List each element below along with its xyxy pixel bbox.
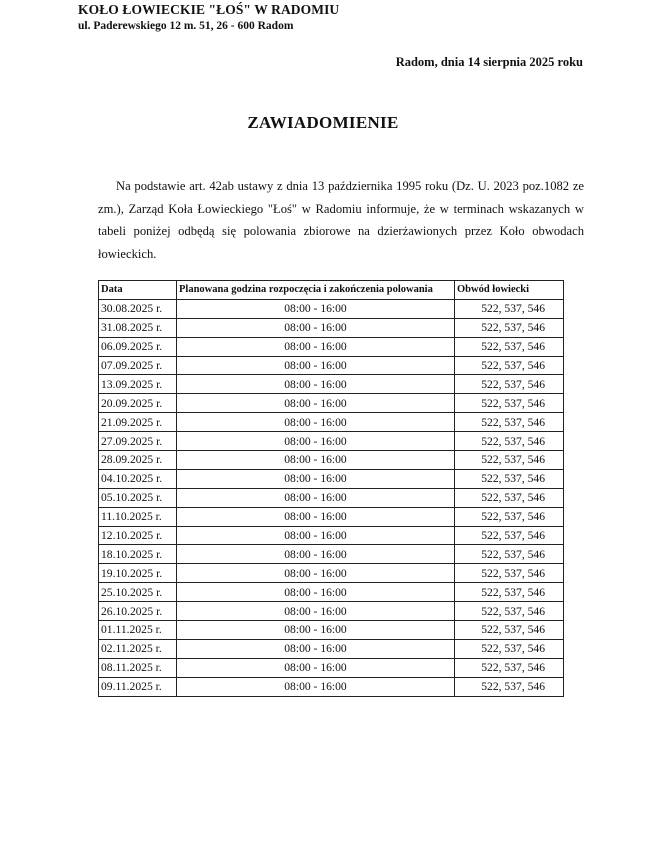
table-row — [99, 375, 564, 394]
cell-date: 01.11.2025 r. — [99, 621, 177, 640]
table-row — [99, 545, 564, 564]
cell-time: 08:00 - 16:00 — [177, 564, 455, 583]
cell-area: 522, 537, 546 — [455, 658, 564, 677]
cell-time: 08:00 - 16:00 — [177, 337, 455, 356]
table-row — [99, 318, 564, 337]
table-row — [99, 583, 564, 602]
cell-date: 04.10.2025 r. — [99, 469, 177, 488]
table-row — [99, 526, 564, 545]
cell-time: 08:00 - 16:00 — [177, 526, 455, 545]
table-header-row — [99, 281, 564, 300]
cell-area: 522, 537, 546 — [455, 394, 564, 413]
table-row — [99, 356, 564, 375]
cell-date: 13.09.2025 r. — [99, 375, 177, 394]
cell-area: 522, 537, 546 — [455, 413, 564, 432]
cell-date: 26.10.2025 r. — [99, 602, 177, 621]
cell-area: 522, 537, 546 — [455, 526, 564, 545]
cell-date: 07.09.2025 r. — [99, 356, 177, 375]
cell-date: 06.09.2025 r. — [99, 337, 177, 356]
cell-area: 522, 537, 546 — [455, 469, 564, 488]
cell-area: 522, 537, 546 — [455, 488, 564, 507]
table-row — [99, 658, 564, 677]
cell-area: 522, 537, 546 — [455, 375, 564, 394]
table-row — [99, 451, 564, 470]
cell-date: 19.10.2025 r. — [99, 564, 177, 583]
cell-time: 08:00 - 16:00 — [177, 583, 455, 602]
cell-date: 28.09.2025 r. — [99, 451, 177, 470]
cell-time: 08:00 - 16:00 — [177, 658, 455, 677]
cell-area: 522, 537, 546 — [455, 318, 564, 337]
column-header-date: Data — [99, 281, 177, 300]
cell-area: 522, 537, 546 — [455, 564, 564, 583]
cell-area: 522, 537, 546 — [455, 621, 564, 640]
cell-area: 522, 537, 546 — [455, 639, 564, 658]
cell-date: 20.09.2025 r. — [99, 394, 177, 413]
table-row — [99, 639, 564, 658]
notice-paragraph: Na podstawie art. 42ab ustawy z dnia 13 października 1995 roku (Dz. U. 2023 poz.1082 ze zm.), Zarząd Koła Łowieckiego "Łoś" w Radomiu informuje, że w terminach wskazanych w tabeli poniżej odbędą się polowania zbiorowe na dzierżawionych przez Koło obwodach łowieckich. — [98, 179, 584, 261]
table-row — [99, 507, 564, 526]
table-row — [99, 621, 564, 640]
table-row — [99, 488, 564, 507]
cell-time: 08:00 - 16:00 — [177, 602, 455, 621]
organization-name: KOŁO ŁOWIECKIE "ŁOŚ" W RADOMIU — [78, 2, 340, 17]
cell-time: 08:00 - 16:00 — [177, 413, 455, 432]
cell-area: 522, 537, 546 — [455, 545, 564, 564]
document-date: Radom, dnia 14 sierpnia 2025 roku — [395, 55, 583, 69]
cell-area: 522, 537, 546 — [455, 677, 564, 696]
cell-time: 08:00 - 16:00 — [177, 677, 455, 696]
cell-time: 08:00 - 16:00 — [177, 545, 455, 564]
cell-date: 05.10.2025 r. — [99, 488, 177, 507]
table-row — [99, 432, 564, 451]
cell-date: 25.10.2025 r. — [99, 583, 177, 602]
cell-date: 12.10.2025 r. — [99, 526, 177, 545]
cell-date: 08.11.2025 r. — [99, 658, 177, 677]
cell-time: 08:00 - 16:00 — [177, 432, 455, 451]
cell-time: 08:00 - 16:00 — [177, 356, 455, 375]
cell-time: 08:00 - 16:00 — [177, 299, 455, 318]
table-row — [99, 564, 564, 583]
cell-time: 08:00 - 16:00 — [177, 469, 455, 488]
cell-area: 522, 537, 546 — [455, 299, 564, 318]
table-row — [99, 469, 564, 488]
organization-address: ul. Paderewskiego 12 m. 51, 26 - 600 Radom — [78, 20, 294, 32]
cell-date: 27.09.2025 r. — [99, 432, 177, 451]
cell-time: 08:00 - 16:00 — [177, 507, 455, 526]
cell-date: 30.08.2025 r. — [99, 299, 177, 318]
cell-date: 31.08.2025 r. — [99, 318, 177, 337]
cell-area: 522, 537, 546 — [455, 356, 564, 375]
cell-date: 09.11.2025 r. — [99, 677, 177, 696]
cell-area: 522, 537, 546 — [455, 432, 564, 451]
cell-time: 08:00 - 16:00 — [177, 318, 455, 337]
table-row — [99, 677, 564, 696]
table-row — [99, 602, 564, 621]
column-header-time: Planowana godzina rozpoczęcia i zakończenia polowania — [177, 281, 455, 300]
cell-time: 08:00 - 16:00 — [177, 621, 455, 640]
cell-area: 522, 537, 546 — [455, 507, 564, 526]
cell-area: 522, 537, 546 — [455, 583, 564, 602]
cell-time: 08:00 - 16:00 — [177, 451, 455, 470]
cell-time: 08:00 - 16:00 — [177, 394, 455, 413]
table-row — [99, 413, 564, 432]
table-row — [99, 299, 564, 318]
hunting-schedule-table — [98, 280, 564, 697]
cell-date: 02.11.2025 r. — [99, 639, 177, 658]
table-row — [99, 394, 564, 413]
cell-date: 11.10.2025 r. — [99, 507, 177, 526]
column-header-area: Obwód łowiecki — [455, 281, 564, 300]
cell-area: 522, 537, 546 — [455, 602, 564, 621]
cell-time: 08:00 - 16:00 — [177, 488, 455, 507]
cell-time: 08:00 - 16:00 — [177, 375, 455, 394]
cell-area: 522, 537, 546 — [455, 451, 564, 470]
cell-date: 18.10.2025 r. — [99, 545, 177, 564]
cell-time: 08:00 - 16:00 — [177, 639, 455, 658]
cell-area: 522, 537, 546 — [455, 337, 564, 356]
table-row — [99, 337, 564, 356]
cell-date: 21.09.2025 r. — [99, 413, 177, 432]
document-title: ZAWIADOMIENIE — [247, 113, 399, 132]
